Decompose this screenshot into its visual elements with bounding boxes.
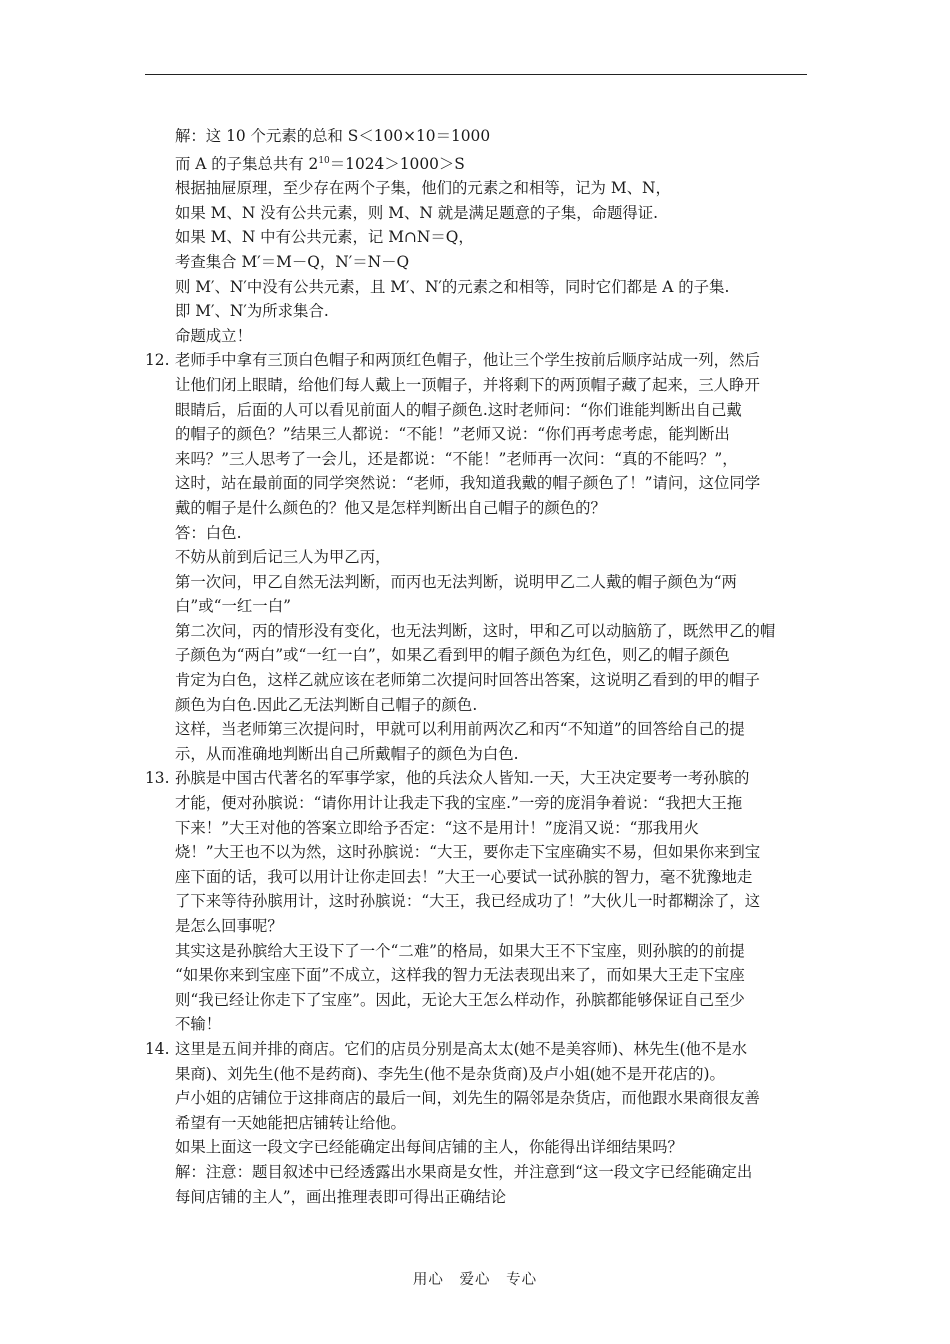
line-text: 这时，站在最前面的同学突然说：“老师，我知道我戴的帽子颜色了！”请问，这位同学: [175, 474, 761, 493]
text-line: [145, 124, 815, 149]
text-line: [145, 373, 815, 398]
text-line: [145, 1086, 815, 1111]
line-text: 如果 M、N 中有公共元素，记 M∩N＝Q，: [175, 228, 474, 247]
page-footer: 用心 爱心 专心: [412, 1272, 538, 1288]
line-text: 示，从而准确地判断出自己所戴帽子的颜色为白色.: [175, 744, 519, 763]
text-line: [145, 988, 815, 1013]
line-text: 眼睛后，后面的人可以看见前面人的帽子颜色.这时老师问：“你们谁能判断出自己戴: [175, 400, 742, 419]
problem-start-line: [145, 766, 815, 791]
line-text: 的帽子的颜色？”结果三人都说：“不能！”老师又说：“你们再考虑考虑，能判断出: [175, 425, 730, 444]
line-text: 果商)、刘先生(他不是药商)、李先生(他不是杂货商)及卢小姐(她不是开花店的)。: [175, 1064, 725, 1083]
text-line: [145, 1135, 815, 1160]
text-line: [145, 496, 815, 521]
line-text: 不输！: [175, 1015, 222, 1034]
line-text: 命题成立！: [175, 326, 252, 345]
line-text: 孙膑是中国古代著名的军事学家，他的兵法众人皆知.一天，大王决定要考一考孙膑的: [175, 769, 750, 788]
line-text: 子颜色为“两白”或“一红一白”，如果乙看到甲的帽子颜色为红色，则乙的帽子颜色: [175, 646, 730, 665]
text-line: [145, 225, 815, 250]
text-line: [145, 422, 815, 447]
text-line: [145, 275, 815, 300]
line-text: 下来！”大王对他的答案立即给予否定：“这不是用计！”庞涓又说：“那我用火: [175, 818, 699, 837]
superscript: 10: [318, 155, 330, 166]
text-line: [145, 570, 815, 595]
line-text: 颜色为白色.因此乙无法判断自己帽子的颜色.: [175, 695, 478, 714]
text-line: [145, 1012, 815, 1037]
text-line: [145, 1062, 815, 1087]
line-text: 了下来等待孙膑用计，这时孙膑说：“大王，我已经成功了！”大伙儿一时都糊涂了，这: [175, 892, 761, 911]
text-line: [145, 1160, 815, 1185]
line-text: 烧！”大王也不以为然，这时孙膑说：“大王，要你走下宝座确实不易，但如果你来到宝: [175, 843, 761, 862]
text-line: [145, 914, 815, 939]
line-text: 白”或“一红一白”: [175, 597, 291, 616]
line-text: 第二次问，丙的情形没有变化，也无法判断，这时，甲和乙可以动脑筋了，既然甲乙的帽: [175, 621, 776, 640]
line-text: 这里是五间并排的商店。它们的店员分别是高太太(她不是美容师)、林先生(他不是水: [175, 1039, 748, 1058]
text-line: [145, 176, 815, 201]
line-text: 如果上面这一段文字已经能确定出每间店铺的主人，你能得出详细结果吗？: [175, 1138, 683, 1157]
line-text: 来吗？”三人思考了一会儿，还是都说：“不能！”老师再一次问：“真的不能吗？”，: [175, 449, 738, 468]
text-line: [145, 865, 815, 890]
line-text: 考查集合 M′＝M－Q，N′＝N－Q: [175, 252, 410, 271]
text-line: [145, 471, 815, 496]
line-text: 卢小姐的店铺位于这排商店的最后一间，刘先生的隔邻是杂货店，而他跟水果商很友善: [175, 1089, 760, 1108]
header-rule: [145, 74, 807, 75]
line-text: 根据抽屉原理，至少存在两个子集，他们的元素之和相等，记为 M、N，: [175, 179, 671, 198]
text-line: [145, 1111, 815, 1136]
problem-start-line: [145, 1037, 815, 1062]
line-text: 则 M′、N′中没有公共元素，且 M′、N′的元素之和相等，同时它们都是 A 的子集.: [175, 277, 730, 296]
text-line: [145, 939, 815, 964]
line-text: 戴的帽子是什么颜色的？他又是怎样判断出自己帽子的颜色的？: [175, 498, 606, 517]
problem-number: 13.: [145, 769, 170, 788]
text-line: [145, 816, 815, 841]
problem-number: 14.: [145, 1039, 170, 1058]
line-text: 这样，当老师第三次提问时，甲就可以利用前两次乙和丙“不知道”的回答给自己的提: [175, 720, 745, 739]
text-line: [145, 324, 815, 349]
text-line: [145, 643, 815, 668]
document-body: [145, 124, 815, 1209]
line-text: 座下面的话，我可以用计让你走回去！”大王一心要试一试孙膑的智力，毫不犹豫地走: [175, 867, 753, 886]
text-line: [145, 1185, 815, 1210]
line-text: 不妨从前到后记三人为甲乙丙，: [175, 548, 391, 567]
line-text: 如果 M、N 没有公共元素，则 M、N 就是满足题意的子集，命题得证.: [175, 203, 659, 222]
line-text: 肯定为白色，这样乙就应该在老师第二次提问时回答出答案，这说明乙看到的甲的帽子: [175, 671, 760, 690]
text-line: [145, 889, 815, 914]
text-line: [145, 791, 815, 816]
line-text: 即 M′、N′为所求集合.: [175, 302, 329, 321]
text-line: [145, 299, 815, 324]
text-line: [145, 619, 815, 644]
text-line: [145, 594, 815, 619]
text-line: [145, 201, 815, 226]
text-line: [145, 742, 815, 767]
line-text: 老师手中拿有三顶白色帽子和两顶红色帽子，他让三个学生按前后顺序站成一列，然后: [175, 351, 760, 370]
line-text: 则“我已经让你走下了宝座”。因此，无论大王怎么样动作，孙膑都能够保证自己至少: [175, 990, 745, 1009]
text-line: [145, 521, 815, 546]
line-text: 希望有一天她能把店铺转让给他。: [175, 1113, 406, 1132]
text-line: [145, 668, 815, 693]
line-text-tail: ＝1024＞1000＞S: [329, 154, 465, 173]
text-line: [145, 545, 815, 570]
problem-number: 12.: [145, 351, 170, 370]
line-text: 是怎么回事呢？: [175, 917, 283, 935]
problem-start-line: [145, 348, 815, 373]
line-text: “如果你来到宝座下面”不成立，这样我的智力无法表现出来了，而如果大王走下宝座: [175, 966, 745, 985]
text-line: [145, 250, 815, 275]
text-line: [145, 693, 815, 718]
line-text: 才能，便对孙膑说：“请你用计让我走下我的宝座.”一旁的庞涓争着说：“我把大王拖: [175, 794, 743, 813]
line-text: 让他们闭上眼睛，给他们每人戴上一顶帽子，并将剩下的两顶帽子藏了起来，三人睁开: [175, 375, 760, 394]
text-line: [145, 398, 815, 423]
line-text: 解：注意：题目叙述中已经透露出水果商是女性，并注意到“这一段文字已经能确定出: [175, 1162, 753, 1181]
text-line: [145, 149, 815, 177]
text-line: [145, 963, 815, 988]
line-text: 解：这 10 个元素的总和 S＜100×10＝1000: [175, 127, 491, 145]
line-text: 第一次问，甲乙自然无法判断，而丙也无法判断，说明甲乙二人戴的帽子颜色为“两: [175, 572, 737, 591]
text-line: [145, 447, 815, 472]
line-text: 而 A 的子集总共有 2: [175, 154, 319, 173]
text-line: [145, 840, 815, 865]
line-text: 答：白色.: [175, 523, 242, 542]
line-text: 每间店铺的主人”，画出推理表即可得出正确结论: [175, 1187, 507, 1206]
text-line: [145, 717, 815, 742]
line-text: 其实这是孙膑给大王设下了一个“二难”的格局，如果大王不下宝座，则孙膑的的前提: [175, 941, 745, 960]
